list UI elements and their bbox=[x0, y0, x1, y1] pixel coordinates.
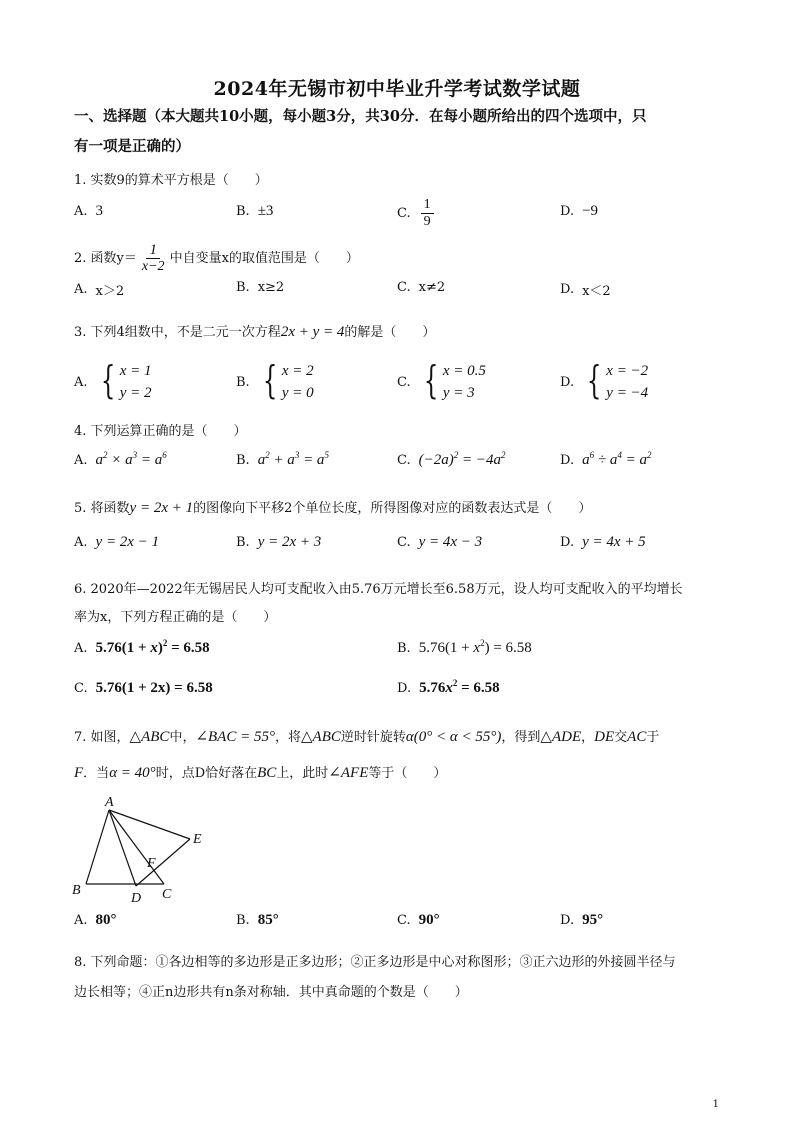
stem-math: ABC bbox=[141, 729, 170, 745]
stem-math: α(0° < α < 55°) bbox=[405, 729, 502, 745]
fraction bbox=[421, 197, 434, 230]
system-row-1: x = 0.5 bbox=[442, 363, 486, 379]
stem-math: DE bbox=[594, 729, 615, 745]
stem-prefix: 5. 将函数 bbox=[74, 501, 130, 516]
option-text: ±3 bbox=[257, 203, 274, 219]
question-6-stem-line1: 6. 2020年—2022年无锡居民人均可支配收入由5.76万元增长至6.58万元，设人均可支配收入的平均增长 bbox=[74, 582, 683, 597]
option-b[interactable] bbox=[236, 360, 314, 404]
option-b[interactable] bbox=[236, 280, 284, 295]
question-6-options-row1 bbox=[74, 640, 724, 670]
option-label: B. bbox=[236, 453, 250, 468]
option-expression: $5.76(1 + x)^2 = 6.58$ bbox=[95, 638, 210, 656]
fraction-denominator: x−2 bbox=[141, 259, 165, 274]
equation-system bbox=[96, 360, 152, 404]
system-row-2: y = −4 bbox=[606, 385, 649, 401]
option-expression: $a^2 \times a^3 = a^6$ bbox=[95, 450, 167, 468]
option-text: 5.76(1 + 2x) = 6.58 bbox=[95, 680, 213, 696]
option-text: x≥2 bbox=[257, 280, 285, 295]
option-label: C. bbox=[74, 681, 88, 696]
option-label: A. bbox=[74, 204, 88, 219]
option-d[interactable] bbox=[560, 280, 611, 299]
question-7-stem-line2 bbox=[74, 758, 724, 789]
option-label: D. bbox=[560, 374, 575, 390]
stem-text: 交 bbox=[614, 730, 628, 745]
geometry-figure bbox=[70, 792, 230, 907]
option-a[interactable] bbox=[74, 360, 152, 404]
point-label-f: F bbox=[147, 856, 156, 871]
stem-text: 时，点D恰好落在 bbox=[155, 766, 258, 781]
fraction bbox=[139, 242, 168, 275]
question-3-options bbox=[74, 360, 724, 408]
option-c[interactable] bbox=[74, 680, 213, 697]
segment-ad bbox=[109, 810, 136, 886]
stem-text: 逆时针旋转 bbox=[340, 730, 406, 745]
section-header-line2: 有一项是正确的） bbox=[74, 138, 190, 155]
system-row-1: x = 1 bbox=[119, 363, 152, 379]
system-row-2: y = 2 bbox=[119, 385, 152, 401]
system-row-1: x = 2 bbox=[281, 363, 314, 379]
page-title: 2024年无锡市初中毕业升学考试数学试题 bbox=[213, 78, 581, 100]
option-label: C. bbox=[397, 206, 411, 221]
stem-text: ，得到 bbox=[501, 730, 541, 745]
question-4-stem: 4. 下列运算正确的是（ ） bbox=[74, 424, 247, 439]
question-6-stem-line2: 率为x，下列方程正确的是（ ） bbox=[74, 610, 277, 625]
brace-icon: { bbox=[100, 358, 115, 402]
question-1-stem: 1. 实数9的算术平方根是（ ） bbox=[74, 173, 268, 188]
point-label-a: A bbox=[105, 795, 114, 810]
option-text: y = 4x − 3 bbox=[418, 534, 483, 550]
option-text: 80° bbox=[95, 912, 117, 928]
stem-text: 于 bbox=[646, 730, 660, 745]
brace-icon: { bbox=[586, 358, 602, 402]
option-label: D. bbox=[397, 681, 412, 696]
option-label: C. bbox=[397, 280, 411, 295]
option-text: −9 bbox=[582, 203, 599, 219]
fraction-numerator: 1 bbox=[421, 197, 434, 214]
triangle-icon: △ bbox=[540, 729, 552, 745]
question-5-stem bbox=[74, 493, 724, 524]
stem-suffix: 中自变量x的取值范围是（ ） bbox=[169, 250, 359, 266]
stem-math: ADE bbox=[551, 729, 582, 745]
point-label-e: E bbox=[193, 832, 202, 847]
segment-ab bbox=[86, 810, 109, 884]
stem-math: F bbox=[74, 765, 84, 781]
option-label: D. bbox=[560, 913, 575, 928]
option-b[interactable] bbox=[236, 203, 273, 220]
question-8-stem-line2: 边长相等；④正n边形共有n条对称轴．其中真命题的个数是（ ） bbox=[74, 985, 468, 1000]
option-expression: $5.76(1 + x^2) = 6.58$ bbox=[418, 638, 532, 656]
question-7-stem-line1 bbox=[74, 722, 724, 753]
fraction-denominator: 9 bbox=[423, 214, 431, 229]
option-expression: $a^6 \div a^4 = a^2$ bbox=[582, 450, 652, 468]
stem-suffix: 的解是（ ） bbox=[344, 325, 436, 340]
question-2-stem bbox=[74, 242, 724, 275]
option-label: D. bbox=[560, 535, 575, 550]
option-expression: $a^2 + a^3 = a^5$ bbox=[257, 450, 329, 468]
stem-text: 7. 如图， bbox=[74, 730, 130, 745]
stem-prefix: 2. 函数y＝ bbox=[74, 250, 137, 266]
equation-system bbox=[582, 360, 648, 404]
option-d[interactable] bbox=[560, 360, 648, 404]
system-row-2: y = 0 bbox=[281, 385, 314, 401]
question-3-stem bbox=[74, 317, 724, 348]
option-label: A. bbox=[74, 641, 88, 656]
option-label: B. bbox=[236, 913, 250, 928]
stem-equation: y = 2x + 1 bbox=[129, 500, 194, 516]
option-label: C. bbox=[397, 535, 411, 550]
option-c[interactable] bbox=[397, 912, 440, 929]
option-label: C. bbox=[397, 453, 411, 468]
option-a[interactable] bbox=[74, 280, 124, 299]
option-b[interactable] bbox=[236, 452, 329, 469]
stem-text: ．当 bbox=[83, 766, 110, 781]
option-d[interactable] bbox=[397, 680, 500, 697]
question-6-options-row2 bbox=[74, 680, 724, 710]
option-label: C. bbox=[397, 374, 411, 390]
option-label: D. bbox=[560, 453, 575, 468]
segment-de bbox=[136, 839, 190, 886]
option-a[interactable] bbox=[74, 640, 210, 657]
option-label: C. bbox=[397, 913, 411, 928]
stem-text: 等于（ ） bbox=[368, 766, 447, 781]
stem-math: ∠AFE bbox=[328, 765, 369, 781]
stem-math: α = 40° bbox=[109, 765, 156, 781]
option-text: x＞2 bbox=[95, 284, 125, 299]
stem-math: ABC bbox=[312, 729, 341, 745]
stem-prefix: 3. 下列4组数中，不是二元一次方程 bbox=[74, 325, 281, 340]
page-number: 1 bbox=[712, 1099, 719, 1110]
option-text: y = 2x + 3 bbox=[257, 534, 322, 550]
option-label: D. bbox=[560, 204, 575, 219]
option-text: 95° bbox=[582, 912, 604, 928]
option-label: A. bbox=[74, 535, 88, 550]
option-label: A. bbox=[74, 374, 88, 390]
stem-text: ，将 bbox=[274, 730, 301, 745]
stem-equation: 2x + y = 4 bbox=[280, 324, 345, 340]
question-2-options bbox=[74, 280, 724, 310]
equation-system bbox=[419, 360, 486, 404]
option-text: x≠2 bbox=[418, 280, 446, 295]
stem-text: ， bbox=[581, 730, 595, 745]
option-b[interactable] bbox=[397, 640, 532, 657]
option-c[interactable] bbox=[397, 534, 482, 551]
option-b[interactable] bbox=[236, 534, 321, 551]
option-a[interactable] bbox=[74, 534, 159, 551]
option-b[interactable] bbox=[236, 912, 279, 929]
option-text: y = 4x + 5 bbox=[582, 534, 646, 550]
question-4-options bbox=[74, 452, 724, 482]
option-label: B. bbox=[397, 641, 411, 656]
equation-system bbox=[258, 360, 314, 404]
stem-suffix: 的图像向下平移2个单位长度，所得图像对应的函数表达式是（ ） bbox=[193, 501, 592, 516]
option-c[interactable] bbox=[397, 197, 436, 230]
segment-ac bbox=[109, 810, 164, 884]
option-label: B. bbox=[236, 374, 250, 390]
point-label-c: C bbox=[162, 887, 172, 902]
segment-ae bbox=[109, 810, 190, 839]
option-c[interactable] bbox=[397, 360, 486, 404]
option-d[interactable] bbox=[560, 534, 646, 551]
option-text: 85° bbox=[257, 912, 279, 928]
point-label-d: D bbox=[131, 891, 142, 906]
point-label-b: B bbox=[72, 883, 81, 898]
option-text: x＜2 bbox=[582, 284, 611, 299]
stem-text: 中， bbox=[169, 730, 196, 745]
option-label: D. bbox=[560, 282, 575, 297]
option-c[interactable] bbox=[397, 452, 506, 469]
option-c[interactable] bbox=[397, 280, 445, 295]
option-a[interactable] bbox=[74, 912, 117, 929]
option-d[interactable] bbox=[560, 203, 598, 220]
option-a[interactable] bbox=[74, 452, 167, 469]
option-d[interactable] bbox=[560, 452, 651, 469]
stem-math: AC bbox=[627, 729, 647, 745]
option-label: A. bbox=[74, 282, 88, 297]
question-8-stem-line1: 8. 下列命题：①各边相等的多边形是正多边形；②正多边形是中心对称图形；③正六边形的外接圆半径与 bbox=[74, 955, 676, 970]
option-text: 3 bbox=[95, 203, 104, 219]
triangle-icon: △ bbox=[129, 729, 142, 745]
stem-math: ∠BAC = 55° bbox=[195, 729, 275, 745]
brace-icon: { bbox=[262, 358, 278, 402]
option-label: B. bbox=[236, 204, 250, 219]
option-d[interactable] bbox=[560, 912, 603, 929]
option-label: B. bbox=[236, 535, 250, 550]
system-row-2: y = 3 bbox=[442, 385, 475, 401]
brace-icon: { bbox=[423, 358, 438, 402]
triangle-icon: △ bbox=[301, 729, 313, 745]
option-label: B. bbox=[236, 280, 250, 295]
question-7-options bbox=[74, 912, 724, 942]
option-a[interactable] bbox=[74, 203, 103, 220]
section-header-line1: 一、选择题（本大题共10小题，每小题3分，共30分．在每小题所给出的四个选项中，只 bbox=[74, 108, 647, 125]
option-text: y = 2x − 1 bbox=[95, 534, 160, 550]
option-expression: $(-2a)^2 = -4a^2$ bbox=[418, 450, 506, 468]
option-label: A. bbox=[74, 913, 88, 928]
question-5-options bbox=[74, 534, 724, 564]
stem-math: BC bbox=[257, 765, 277, 781]
question-1-options bbox=[74, 197, 724, 233]
fraction-numerator: 1 bbox=[146, 242, 160, 259]
stem-text: 上，此时 bbox=[276, 766, 329, 781]
option-expression: $5.76x^2 = 6.58$ bbox=[419, 678, 500, 696]
option-text: 90° bbox=[418, 912, 440, 928]
option-label: A. bbox=[74, 453, 88, 468]
system-row-1: x = −2 bbox=[606, 363, 649, 379]
